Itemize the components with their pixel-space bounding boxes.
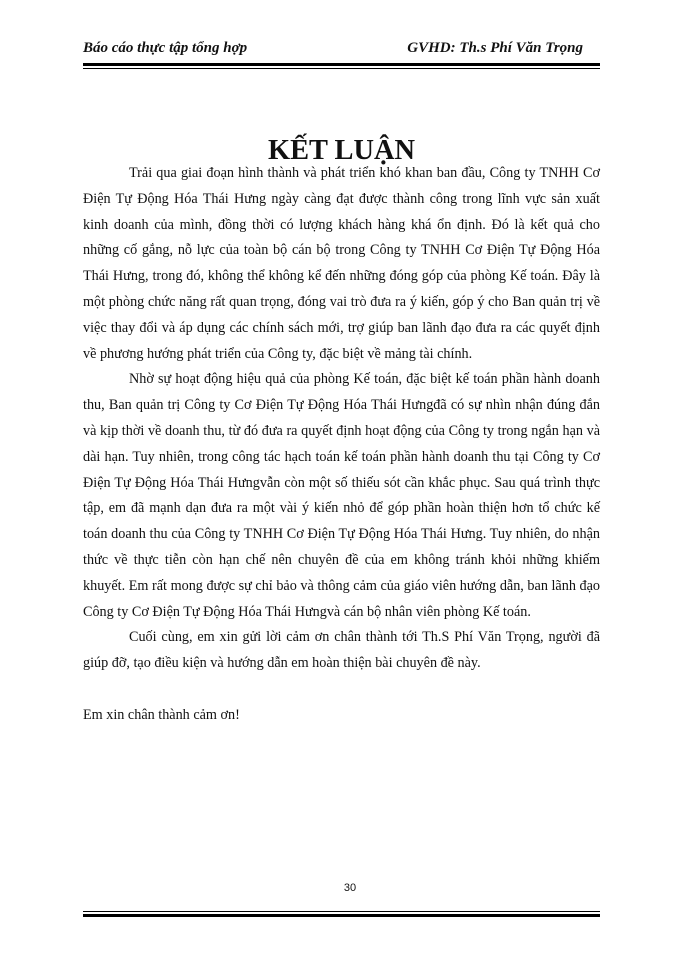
paragraph-2: Nhờ sự hoạt động hiệu quả của phòng Kế toán, đặc biệt kế toán phần hành doanh thu, Ban quản trị Công ty Cơ Điện Tự Động Hóa Thái Hưngđã có sự nhìn nhận đúng đắn và kịp thời về doanh thu, từ đó đưa ra quyết định hoạt động của Công ty trong ngắn hạn và dài hạn. Tuy nhiên, trong công tác hạch toán kế toán phần hành doanh thu tại Công ty Cơ Điện Tự Động Hóa Thái Hưngvẫn còn một số thiếu sót cần khắc phục. Sau quá trình thực tập, em đã mạnh dạn đưa ra một vài ý kiến nhỏ để góp phần hoàn thiện hơn tổ chức kế toán doanh thu của Công ty TNHH Cơ Điện Tự Động Hóa Thái Hưng. Tuy nhiên, do nhận thức về thực tiễn còn hạn chế nên chuyên đề của em không tránh khỏi những khiếm khuyết. Em rất mong được sự chỉ bảo và thông cảm của giáo viên hướng dẫn, ban lãnh đạo Công ty Cơ Điện Tự Động Hóa Thái Hưngvà cán bộ nhân viên phòng Kế toán. xyxy=(83,371,600,620)
page-number: 30 xyxy=(343,882,357,894)
section-title: KẾT LUẬN xyxy=(268,135,415,166)
header-divider-thin xyxy=(83,68,600,69)
header-report-title: Báo cáo thực tập tổng hợp xyxy=(83,40,248,56)
footer-divider-thin xyxy=(83,911,600,912)
paragraph-3: Cuối cùng, em xin gửi lời cảm ơn chân thành tới Th.S Phí Văn Trọng, người đã giúp đỡ, tạo điều kiện và hướng dẫn em hoàn thiện bài chuyên đề này. xyxy=(83,629,600,672)
paragraph-1: Trải qua giai đoạn hình thành và phát triển khó khan ban đầu, Công ty TNHH Cơ Điện Tự Động Hóa Thái Hưng ngày càng đạt được thành công trong lĩnh vực sản xuất kinh doanh của mình, đồng thời có lượng khách hàng khá ổn định. Đó là kết quả cho những cố gắng, nỗ lực của toàn bộ cán bộ trong Công ty TNHH Cơ Điện Tự Động Hóa Thái Hưng, trong đó, không thể không kể đến những đóng góp của phòng Kế toán. Đây là một phòng chức năng rất quan trọng, đóng vai trò đưa ra ý kiến, góp ý cho Ban quản trị về việc thay đổi và áp dụng các chính sách mới, trợ giúp ban lãnh đạo đưa ra các quyết định về phương hướng phát triển của Công ty, đặc biệt về mảng tài chính. xyxy=(83,165,600,362)
closing-line: Em xin chân thành cảm ơn! xyxy=(83,706,240,723)
header-divider-thick xyxy=(83,63,600,66)
header-supervisor: GVHD: Th.s Phí Văn Trọng xyxy=(407,40,583,56)
page-header xyxy=(83,40,583,62)
footer-divider-thick xyxy=(83,914,600,917)
document-body xyxy=(83,135,600,729)
